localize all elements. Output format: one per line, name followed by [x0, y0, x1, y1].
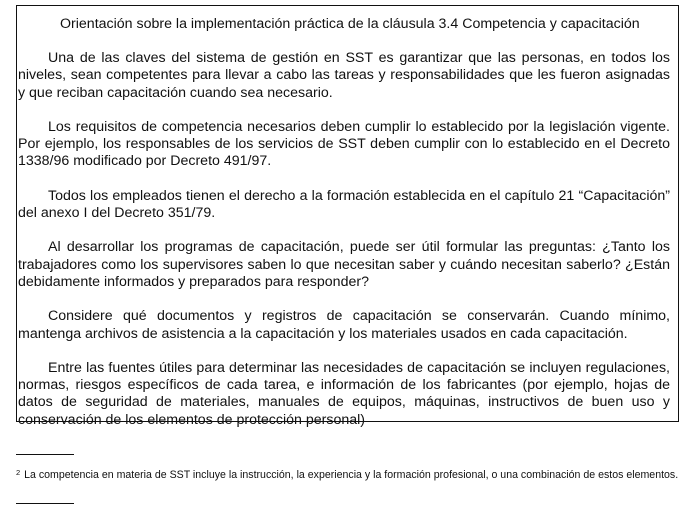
- guidance-box: [16, 5, 679, 428]
- paragraph-training-sources: Entre las fuentes útiles para determinar las necesidades de capacitación se incluyen regulaciones, normas, riesgos específicos de cada tarea, e información de los fabricantes (por ejemplo, hojas de datos de seguridad de materiales, manuales de equipos, máquinas, instructivos de buen uso y conservación de los elementos de protección personal): [18, 359, 670, 428]
- footnote-text: La competencia en materia de SST incluye la instrucción, la experiencia y la formación profesional, o una combinación de estos elementos.: [24, 469, 679, 481]
- paragraph-training-questions: Al desarrollar los programas de capacitación, puede ser útil formular las preguntas: ¿Tanto los trabajadores como los supervisores saben lo que necesitan saber y cuándo necesitan saberlo? ¿Están debidamente informados y preparados para responder?: [18, 239, 670, 290]
- footnote-separator-top: [16, 454, 74, 455]
- paragraph-competence-keys: Una de las claves del sistema de gestión en SST es garantizar que las personas, en todos los niveles, sean competentes para llevar a cabo las tareas y responsabilidades que les fueron asignadas y que reciban capacitación cuando sea necesario.: [18, 50, 670, 101]
- footnote-separator-bottom: [16, 503, 74, 504]
- box-title: Orientación sobre la implementación práctica de la cláusula 3.4 Competencia y capacitación: [60, 16, 640, 32]
- paragraph-training-records: Considere qué documentos y registros de capacitación se conservarán. Cuando mínimo, mantenga archivos de asistencia a la capacitación y los materiales usados en cada capacitación.: [18, 308, 670, 342]
- footnote-marker: 2: [16, 468, 21, 477]
- paragraph-training-right: Todos los empleados tienen el derecho a la formación establecida en el capítulo 21 “Capacitación” del anexo I del Decreto 351/79.: [18, 187, 670, 222]
- paragraph-competence-requirements: Los requisitos de competencia necesarios deben cumplir lo establecido por la legislación vigente. Por ejemplo, los responsables de los servicios de SST deben cumplir con lo establecido en el Decreto 1338/96 modificado por Decreto 491/97.: [18, 118, 670, 170]
- footnote: [16, 465, 679, 484]
